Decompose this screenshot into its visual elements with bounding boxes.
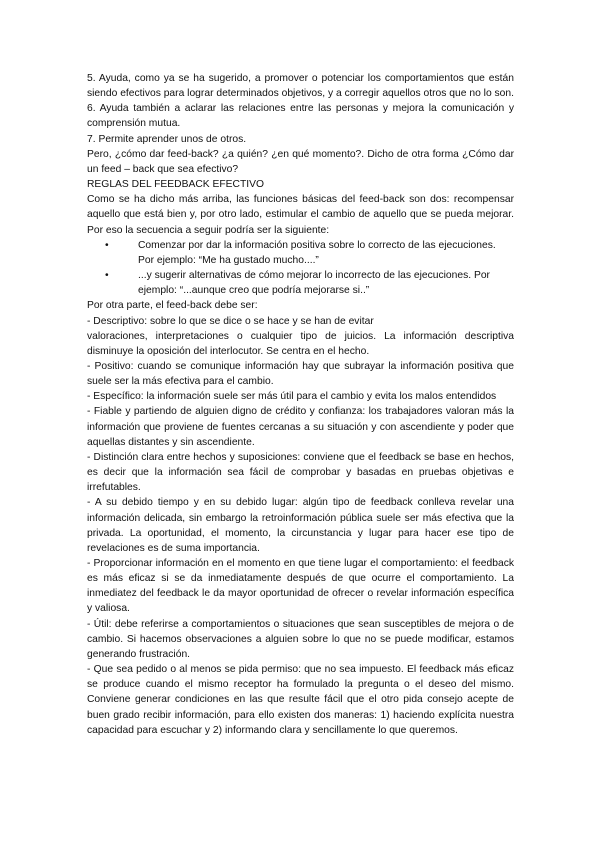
paragraph-immediacy: - Proporcionar información en el momento en que tiene lugar el comportamiento: el feedback es más eficaz si se da inmediatamente después de que ocurre el comportamiento. La inmediatez del feedback le da mayor oportunidad de ofrecer o revelar información específica y valiosa. [87,558,514,615]
list-item-line: ejemplo: “...aunque creo que podría mejorarse si..” [138,285,370,297]
paragraph-descriptive: - Descriptivo: sobre lo que se dice o se hace y se han de evitar [87,315,374,327]
paragraph-timing: - A su debido tiempo y en su debido lugar: algún tipo de feedback conlleva revelar una información delicada, sin embargo la retroinformación pública suele ser más efectiva que la privada. La oportunidad, el momento, la circunstancia y lugar para hacer ese tipo de revelaciones es de suma importancia. [87,497,514,554]
paragraph-intro-list: Por otra parte, el feed-back debe ser: [87,300,258,312]
paragraph-questions: Pero, ¿cómo dar feed-back? ¿a quién? ¿en qué momento?. Dicho de otra forma ¿Cómo dar un feed – back que sea efectivo? [87,148,514,175]
paragraph-positive: - Positivo: cuando se comunique información hay que subrayar la información positiva que suele ser la más efectiva para el cambio. [87,360,514,388]
list-item [105,238,514,268]
paragraph-reliable: - Fiable y partiendo de alguien digno de crédito y confianza: los trabajadores valoran más la información que proviene de fuentes cercanas a su situación y con ascendiente y poder que aquellas distantes y sin ascendiente. [87,406,514,448]
paragraph-specific: - Específico: la información suele ser más útil para el cambio y evita los malos entendidos [87,391,497,403]
paragraph-point-5: 5. Ayuda, como ya se ha sugerido, a promover o potenciar los comportamientos que están siendo efectivos para lograr determinados objetivos, y a corregir aquellos otros que no lo son. [87,73,514,100]
paragraph-point-6: 6. Ayuda también a aclarar las relaciones entre las personas y mejora la comunicación y comprensión mutua. [87,103,514,130]
list-item-line: ...y sugerir alternativas de cómo mejorar lo incorrecto de las ejecuciones. Por [138,270,490,282]
list-item [105,268,514,298]
bullet-icon: • [105,270,109,282]
paragraph-distinction: - Distinción clara entre hechos y suposiciones: conviene que el feedback se base en hechos, es decir que la información sea fácil de comprobar y basadas en pruebas objetivas e irrefutables. [87,451,514,494]
paragraph-functions: Como se ha dicho más arriba, las funciones básicas del feed-back son dos: recompensar aquello que está bien y, por otro lado, estimular el cambio de aquello que se pueda mejorar. Por eso la secuencia a seguir podría ser la siguiente: [87,194,514,236]
paragraph-useful: - Útil: debe referirse a comportamientos o situaciones que sean susceptibles de mejora o de cambio. Si hacemos observaciones a alguien sobre lo que no se puede modificar, estamos generando frustración. [87,618,514,660]
list-item-line: Comenzar por dar la información positiva sobre lo correcto de las ejecuciones. [138,239,496,251]
paragraph-point-7: 7. Permite aprender unos de otros. [87,133,247,145]
sequence-list [87,238,514,299]
paragraph-requested: - Que sea pedido o al menos se pida permiso: que no sea impuesto. El feedback más eficaz se produce cuando el mismo receptor ha formulado la pregunta o el deseo del mismo. Conviene generar condiciones en las que resulte fácil que el otro pida consejo acepte de buen grado recibir información, para ello existen dos maneras: 1) haciendo explícita nuestra capacidad para escuchar y 2) informando clara y sencillamente lo que queremos. [87,664,514,736]
list-item-line: Por ejemplo: “Me ha gustado mucho....” [138,254,319,266]
section-heading: REGLAS DEL FEEDBACK EFECTIVO [87,179,264,191]
paragraph-descriptive-cont: valoraciones, interpretaciones o cualquier tipo de juicios. La información descriptiva disminuye la oposición del interlocutor. Se centra en el hecho. [87,330,514,357]
bullet-icon: • [105,239,109,251]
